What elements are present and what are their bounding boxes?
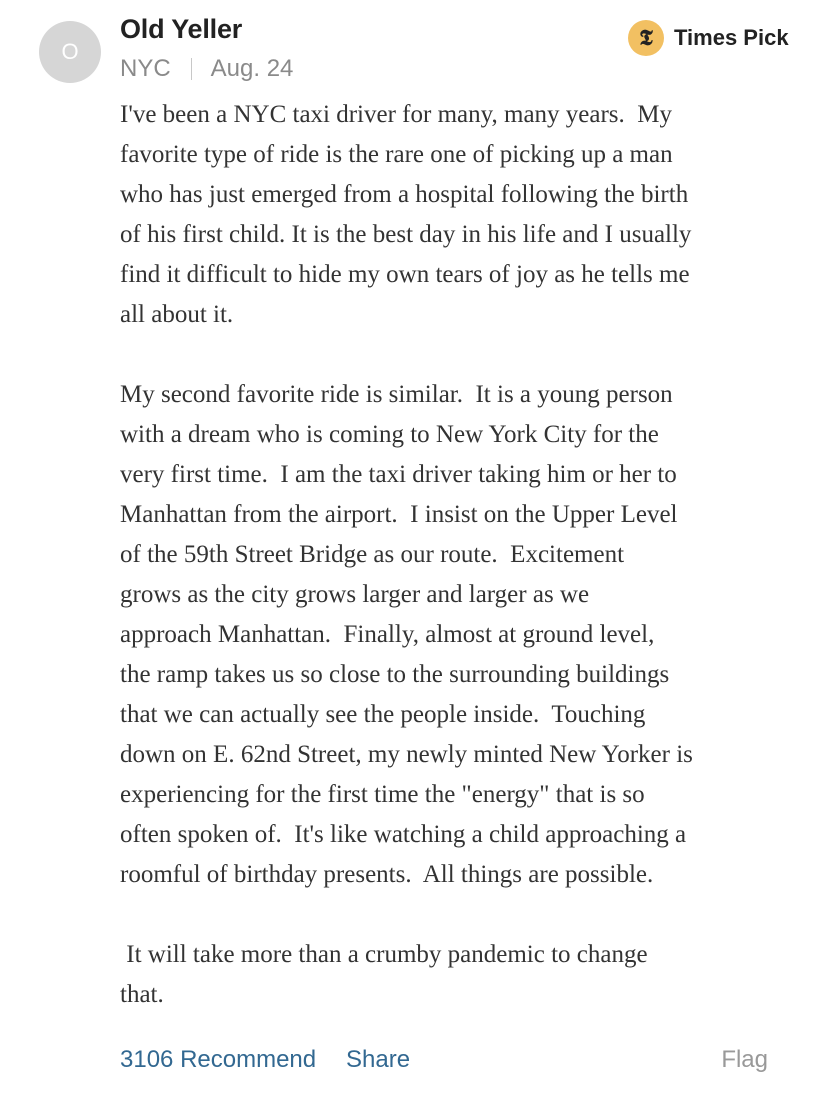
comment-paragraph	[120, 95, 790, 335]
comment-line: often spoken of. It's like watching a child approaching a	[120, 821, 687, 848]
comment-meta	[120, 55, 293, 83]
times-pick-badge	[628, 20, 789, 56]
recommend-count: 3106	[120, 1046, 174, 1073]
avatar[interactable]	[39, 21, 101, 83]
comment-line: very first time. I am the taxi driver taking him or her to	[120, 461, 677, 488]
comment-line: of his first child. It is the best day in his life and I usually	[120, 221, 692, 248]
comment-paragraph	[120, 375, 790, 895]
comment-line: It will take more than a crumby pandemic to change	[120, 941, 648, 968]
meta-divider	[191, 58, 192, 80]
comment-line: I've been a NYC taxi driver for many, many years. My	[120, 101, 673, 128]
nyt-logo-glyph: 𝕿	[639, 25, 653, 51]
comment-line: who has just emerged from a hospital following the birth	[120, 181, 689, 208]
comment-line: that.	[120, 981, 164, 1008]
comment-line: find it difficult to hide my own tears of joy as he tells me	[120, 261, 690, 288]
avatar-initial: O	[61, 39, 79, 64]
recommend-label: Recommend	[180, 1046, 317, 1073]
flag-button[interactable]: Flag	[721, 1046, 768, 1073]
author-name[interactable]: Old Yeller	[120, 14, 243, 44]
comment-line: My second favorite ride is similar. It is a young person	[120, 381, 673, 408]
comment-actions	[120, 1046, 768, 1082]
comment-line: down on E. 62nd Street, my newly minted New Yorker is	[120, 741, 693, 768]
comment-line: that we can actually see the people inside. Touching	[120, 701, 646, 728]
comment-paragraph	[120, 935, 790, 1015]
comment-body	[120, 95, 790, 1055]
comment-date: Aug. 24	[210, 55, 294, 82]
comment-line: approach Manhattan. Finally, almost at ground level,	[120, 621, 655, 648]
comment-line: all about it.	[120, 301, 234, 328]
comment-line: the ramp takes us so close to the surrounding buildings	[120, 661, 670, 688]
recommend-button[interactable]	[120, 1046, 316, 1074]
author-location: NYC	[120, 55, 171, 82]
share-button[interactable]: Share	[346, 1046, 411, 1073]
nyt-logo-icon	[628, 20, 664, 56]
comment-line: roomful of birthday presents. All things are possible.	[120, 861, 654, 888]
comment-line: experiencing for the first time the "energy" that is so	[120, 781, 645, 808]
times-pick-label: Times Pick	[674, 25, 789, 50]
comment-line: Manhattan from the airport. I insist on the Upper Level	[120, 501, 678, 528]
comment-line: with a dream who is coming to New York City for the	[120, 421, 659, 448]
comment-line: grows as the city grows larger and larger as we	[120, 581, 590, 608]
comment-line: favorite type of ride is the rare one of picking up a man	[120, 141, 673, 168]
comment-line: of the 59th Street Bridge as our route. Excitement	[120, 541, 625, 568]
